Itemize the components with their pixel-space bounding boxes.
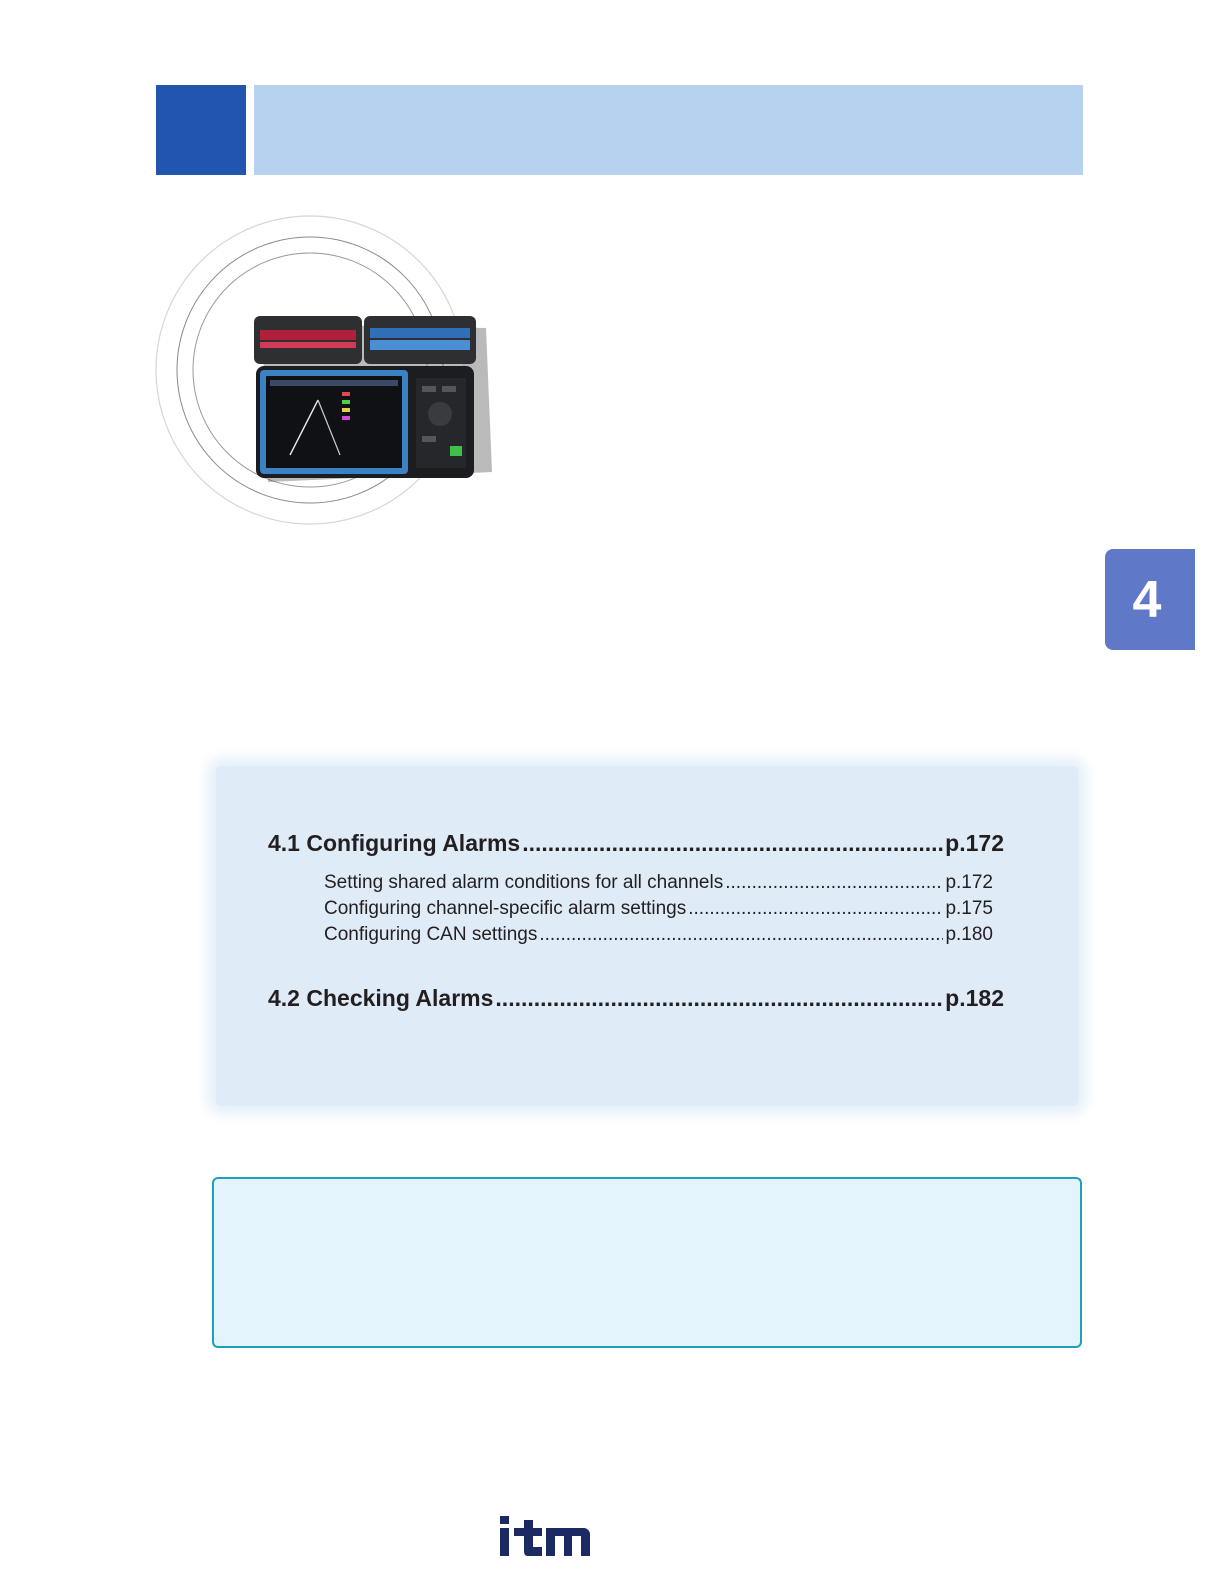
toc-leader: [688, 898, 943, 920]
toc-entry-label: Configuring CAN settings: [324, 924, 538, 945]
toc-entry-label: 4.2 Checking Alarms: [268, 985, 494, 1011]
data-logger-device-icon: [150, 210, 500, 530]
toc-entry-channel-alarm[interactable]: [324, 898, 993, 920]
toc-entry-label: Configuring channel-specific alarm settings: [324, 898, 687, 919]
toc-entry-can-settings[interactable]: [324, 924, 993, 946]
chapter-tab[interactable]: 4: [1105, 549, 1195, 650]
toc-page-number: p.172: [945, 872, 993, 893]
toc-entry-shared-alarm[interactable]: [324, 872, 993, 894]
toc-leader: [522, 830, 943, 857]
toc-entry-4-2[interactable]: [268, 985, 1004, 1012]
toc-page-number: p.182: [945, 985, 1004, 1011]
toc-leader: [539, 924, 943, 946]
toc-entry-label: 4.1 Configuring Alarms: [268, 830, 521, 856]
toc-leader: [495, 985, 943, 1012]
itm-logo: [498, 1514, 592, 1558]
toc-page-number: p.175: [945, 898, 993, 919]
chapter-header-square: [156, 85, 246, 175]
note-box: [212, 1177, 1082, 1348]
toc-page-number: p.172: [945, 830, 1004, 856]
toc-entry-label: Setting shared alarm conditions for all channels: [324, 872, 724, 893]
toc-leader: [725, 872, 943, 894]
toc-page-number: p.180: [945, 924, 993, 945]
table-of-contents: [216, 766, 1078, 1106]
chapter-header-bar: [254, 85, 1083, 175]
toc-entry-4-1[interactable]: [268, 830, 1004, 857]
